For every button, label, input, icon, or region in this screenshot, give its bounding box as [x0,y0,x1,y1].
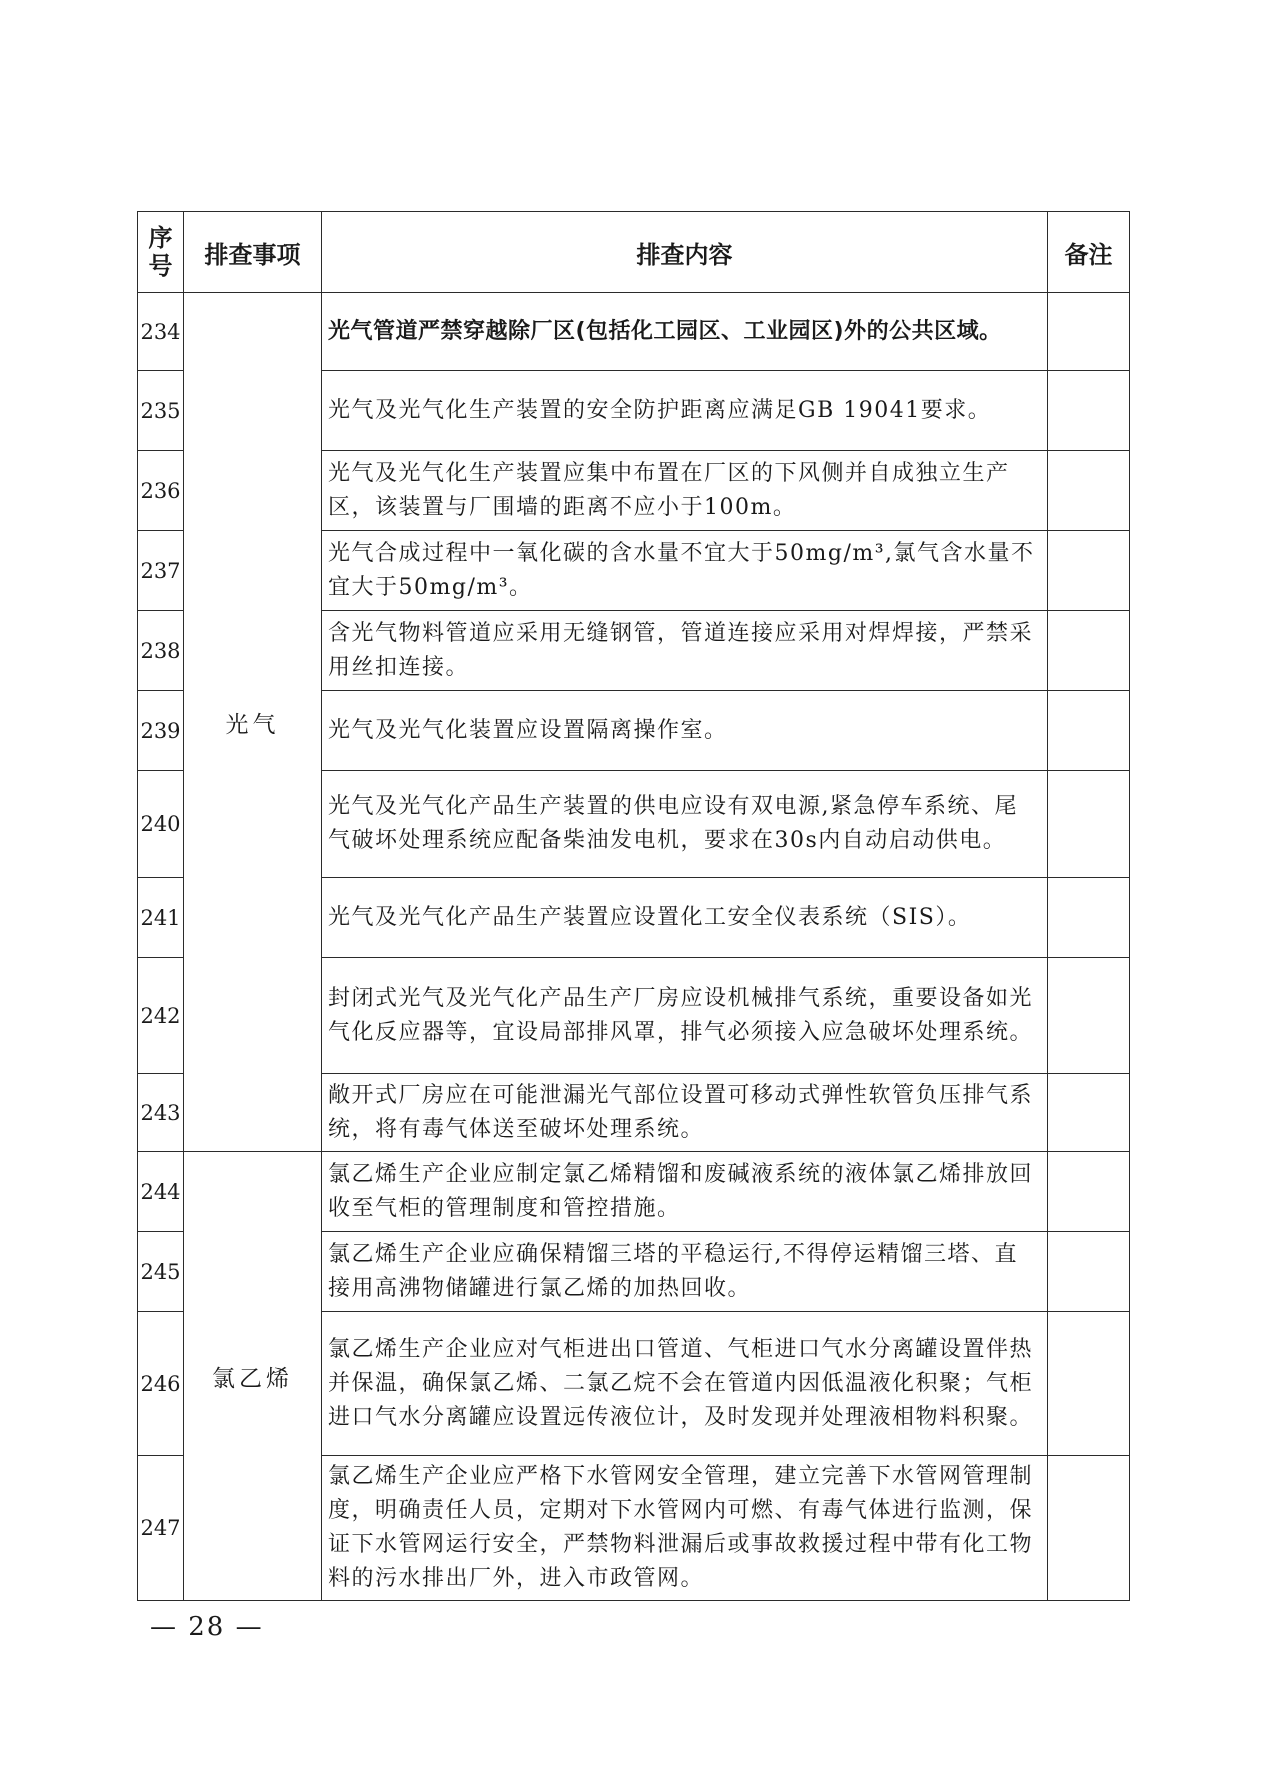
row-remark [1048,611,1130,691]
row-remark [1048,1232,1130,1312]
row-number: 242 [138,958,184,1074]
row-content: 氯乙烯生产企业应确保精馏三塔的平稳运行,不得停运精馏三塔、直接用高沸物储罐进行氯乙烯的加热回收。 [322,1232,1048,1312]
row-content: 光气及光气化装置应设置隔离操作室。 [322,691,1048,771]
row-content: 含光气物料管道应采用无缝钢管，管道连接应采用对焊焊接，严禁采用丝扣连接。 [322,611,1048,691]
row-content: 光气及光气化产品生产装置应设置化工安全仪表系统（SIS）。 [322,878,1048,958]
page-number: — 28 — [150,1612,264,1642]
header-inspection-content: 排查内容 [322,212,1048,293]
header-serial-line2: 号 [148,252,173,280]
row-remark [1048,878,1130,958]
row-remark [1048,531,1130,611]
group-vinyl-chloride: 氯乙烯 [184,1152,322,1601]
row-content: 氯乙烯生产企业应严格下水管网安全管理，建立完善下水管网管理制度，明确责任人员，定期对下水管网内可燃、有毒气体进行监测，保证下水管网运行安全，严禁物料泄漏后或事故救援过程中带有化工物料的污水排出厂外，进入市政管网。 [322,1456,1048,1601]
row-remark [1048,451,1130,531]
row-number: 244 [138,1152,184,1232]
row-content: 敞开式厂房应在可能泄漏光气部位设置可移动式弹性软管负压排气系统，将有毒气体送至破坏处理系统。 [322,1074,1048,1152]
row-remark [1048,1152,1130,1232]
row-remark [1048,958,1130,1074]
row-number: 247 [138,1456,184,1601]
row-number: 239 [138,691,184,771]
header-inspection-item: 排查事项 [184,212,322,293]
row-remark [1048,1074,1130,1152]
row-number: 241 [138,878,184,958]
row-number: 237 [138,531,184,611]
row-number: 243 [138,1074,184,1152]
row-remark [1048,371,1130,451]
row-content: 氯乙烯生产企业应对气柜进出口管道、气柜进口气水分离罐设置伴热并保温，确保氯乙烯、二氯乙烷不会在管道内因低温液化积聚；气柜进口气水分离罐应设置远传液位计，及时发现并处理液相物料积聚。 [322,1312,1048,1456]
row-remark [1048,293,1130,371]
row-number: 240 [138,771,184,878]
group-phosgene: 光气 [184,293,322,1152]
row-content: 光气及光气化生产装置的安全防护距离应满足GB 19041要求。 [322,371,1048,451]
row-remark [1048,771,1130,878]
row-number: 245 [138,1232,184,1312]
row-content: 氯乙烯生产企业应制定氯乙烯精馏和废碱液系统的液体氯乙烯排放回收至气柜的管理制度和管控措施。 [322,1152,1048,1232]
table-row [138,1152,1130,1232]
table-row [138,293,1130,371]
row-number: 246 [138,1312,184,1456]
row-content: 光气合成过程中一氧化碳的含水量不宜大于50mg/m³,氯气含水量不宜大于50mg/m³。 [322,531,1048,611]
row-number: 235 [138,371,184,451]
row-content: 光气及光气化产品生产装置的供电应设有双电源,紧急停车系统、尾气破坏处理系统应配备柴油发电机，要求在30s内自动启动供电。 [322,771,1048,878]
header-serial-line1: 序 [148,224,173,252]
inspection-table [137,211,1130,1601]
row-remark [1048,691,1130,771]
row-remark [1048,1456,1130,1601]
row-content: 光气管道严禁穿越除厂区(包括化工园区、工业园区)外的公共区域。 [322,293,1048,371]
row-content: 封闭式光气及光气化产品生产厂房应设机械排气系统，重要设备如光气化反应器等，宜设局部排风罩，排气必须接入应急破坏处理系统。 [322,958,1048,1074]
row-remark [1048,1312,1130,1456]
header-remark: 备注 [1048,212,1130,293]
row-number: 238 [138,611,184,691]
header-serial-number [138,212,184,293]
row-number: 234 [138,293,184,371]
table-header-row [138,212,1130,293]
row-number: 236 [138,451,184,531]
row-content: 光气及光气化生产装置应集中布置在厂区的下风侧并自成独立生产区，该装置与厂围墙的距离不应小于100m。 [322,451,1048,531]
